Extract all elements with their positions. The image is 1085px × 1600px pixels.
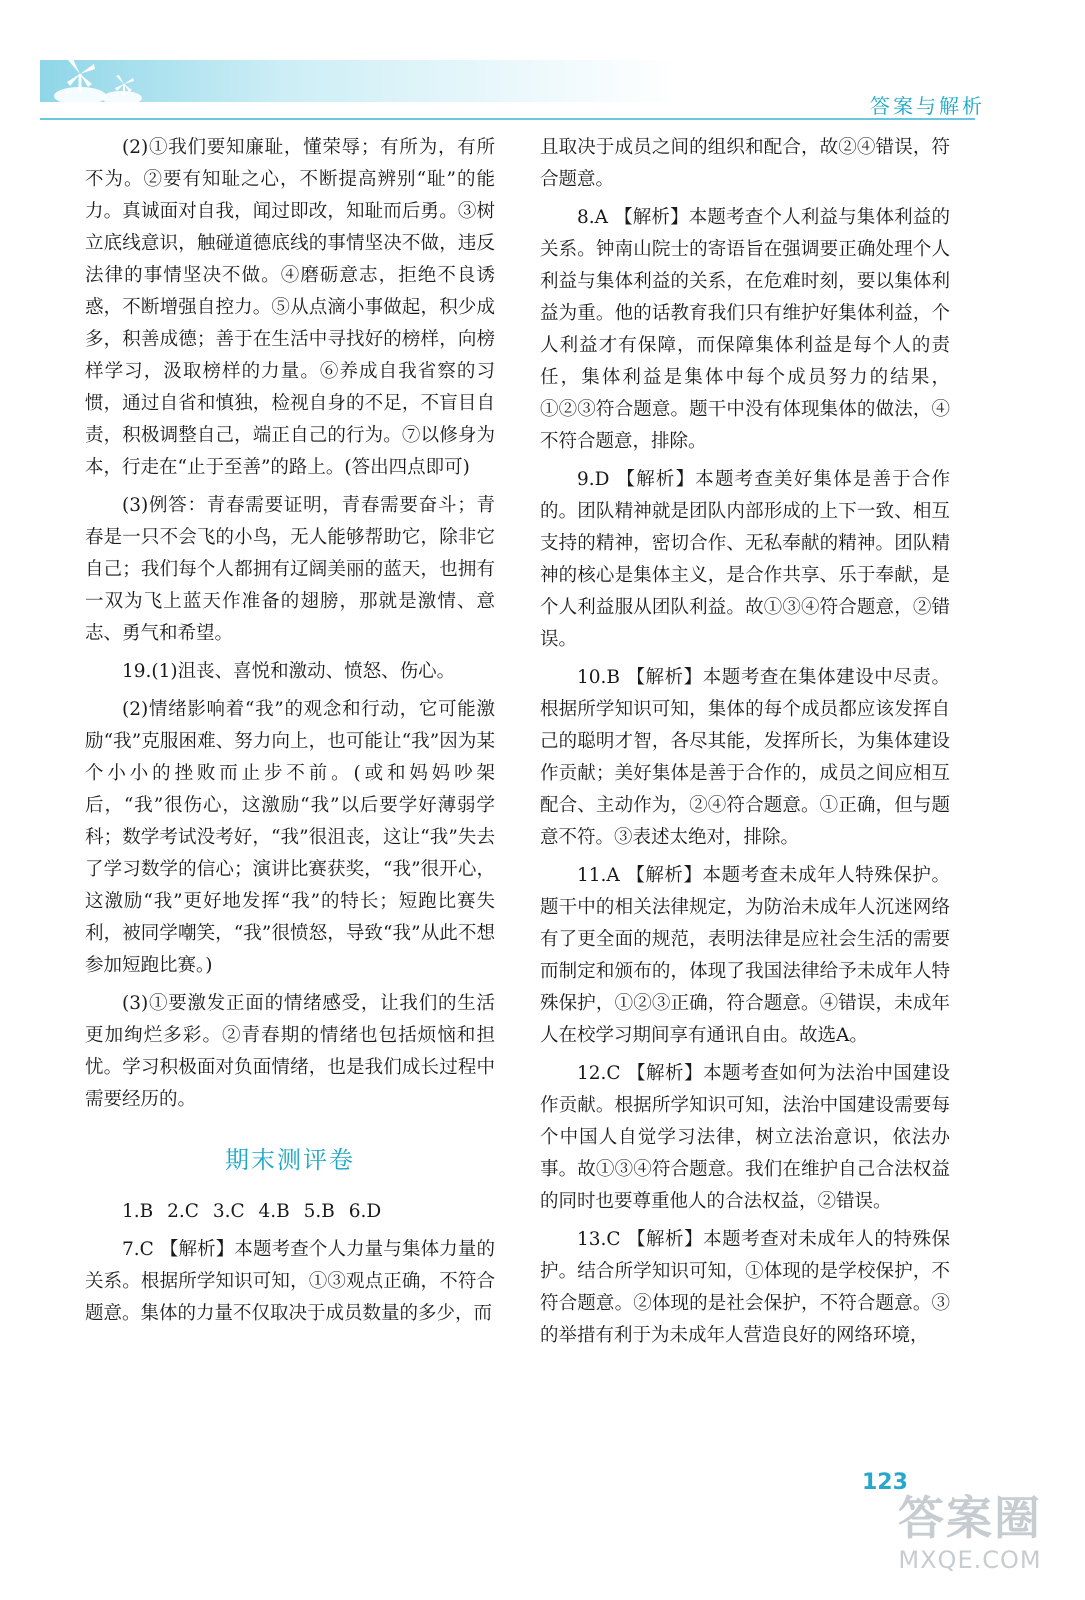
answer-paragraph: 12.C 【解析】本题考查如何为法治中国建设作贡献。根据所学知识可知，法治中国建设需要每个中国人自觉学习法律，树立法治意识，依法办事。故①③④符合题意。我们在维护自己合法权益的同时也要尊重他人的合法权益，②错误。 bbox=[540, 1063, 950, 1212]
header-title: 答案与解析 bbox=[870, 94, 985, 118]
answer-paragraph: (2)情绪影响着“我”的观念和行动，它可能激励“我”克服困难、努力向上，也可能让“我”因为某个小小的挫败而止步不前。(或和妈妈吵架后，“我”很伤心，这激励“我”以后要学好薄弱学科；数学考试没考好，“我”很沮丧，这让“我”失去了学习数学的信心；演讲比赛获奖，“我”很开心，这激励“我”更好地发挥“我”的特长；短跑比赛失利，被同学嘲笑，“我”很愤怒，导致“我”从此不想参加短跑比赛。) bbox=[85, 699, 495, 976]
answer-paragraph: 8.A 【解析】本题考查个人利益与集体利益的关系。钟南山院士的寄语旨在强调要正确处理个人利益与集体利益的关系，在危难时刻，要以集体利益为重。他的话教育我们只有维护好集体利益，个人利益才有保障，而保障集体利益是每个人的责任，集体利益是集体中每个成员努力的结果，①②③符合题意。题干中没有体现集体的做法，④不符合题意，排除。 bbox=[540, 207, 950, 452]
left-column bbox=[85, 132, 495, 1336]
answer-paragraph: 13.C 【解析】本题考查对未成年人的特殊保护。结合所学知识可知，①体现的是学校保护，不符合题意。②体现的是社会保护，不符合题意。③的举措有利于为未成年人营造良好的网络环境， bbox=[540, 1229, 950, 1346]
answer-paragraph: (2)①我们要知廉耻，懂荣辱；有所为，有所不为。②要有知耻之心，不断提高辨别“耻”的能力。真诚面对自我，闻过即改，知耻而后勇。③树立底线意识，触碰道德底线的事情坚决不做，违反法律的事情坚决不做。④磨砺意志，拒绝不良诱惑，不断增强自控力。⑤从点滴小事做起，积少成多，积善成德；善于在生活中寻找好的榜样，向榜样学习，汲取榜样的力量。⑥养成自我省察的习惯，通过自省和慎独，检视自身的不足，不盲目自责，积极调整自己，端正自己的行为。⑦以修身为本，行走在“止于至善”的路上。(答出四点即可) bbox=[85, 137, 495, 478]
section-title: 期末测评卷 bbox=[225, 1146, 355, 1174]
watermark-url: MXQE.COM bbox=[898, 1546, 1042, 1574]
right-column bbox=[540, 132, 950, 1358]
answer-paragraph: 11.A 【解析】本题考查未成年人特殊保护。题干中的相关法律规定，为防治未成年人沉迷网络有了更全面的规范，表明法律是应社会生活的需要而制定和颁布的，体现了我国法律给予未成年人特殊保护，①②③正确，符合题意。④错误，未成年人在校学习期间享有通讯自由。故选A。 bbox=[540, 865, 950, 1046]
watermark-logo: 答案圈 bbox=[898, 1491, 1042, 1545]
answer-paragraph: 19.(1)沮丧、喜悦和激动、愤怒、伤心。 bbox=[122, 661, 456, 682]
multiple-choice-answers: 1.B 2.C 3.C 4.B 5.B 6.D bbox=[122, 1201, 382, 1222]
header-divider bbox=[40, 118, 975, 120]
answer-paragraph: 7.C 【解析】本题考查个人力量与集体力量的关系。根据所学知识可知，①③观点正确，不符合题意。集体的力量不仅取决于成员数量的多少，而 bbox=[85, 1239, 495, 1324]
answer-paragraph: 9.D 【解析】本题考查美好集体是善于合作的。团队精神就是团队内部形成的上下一致、相互支持的精神，密切合作、无私奉献的精神。团队精神的核心是集体主义，是合作共享、乐于奉献，是个人利益服从团队利益。故①③④符合题意，②错误。 bbox=[540, 469, 950, 650]
answer-paragraph: 且取决于成员之间的组织和配合，故②④错误，符合题意。 bbox=[540, 137, 950, 190]
answer-paragraph: 10.B 【解析】本题考查在集体建设中尽责。根据所学知识可知，集体的每个成员都应该发挥自己的聪明才智，各尽其能，发挥所长，为集体建设作贡献；美好集体是善于合作的，成员之间应相互配合、主动作为，②④符合题意。①正确，但与题意不符。③表述太绝对，排除。 bbox=[540, 667, 950, 848]
windmill-icon bbox=[40, 56, 160, 108]
page-number: 123 bbox=[862, 1470, 908, 1495]
answer-paragraph: (3)①要激发正面的情绪感受，让我们的生活更加绚烂多彩。②青春期的情绪也包括烦恼和担忧。学习积极面对负面情绪，也是我们成长过程中需要经历的。 bbox=[85, 993, 495, 1110]
watermark bbox=[870, 1490, 1070, 1590]
answer-paragraph: (3)例答：青春需要证明，青春需要奋斗；青春是一只不会飞的小鸟，无人能够帮助它，除非它自己；我们每个人都拥有辽阔美丽的蓝天，也拥有一双为飞上蓝天作准备的翅膀，那就是激情、意志、勇气和希望。 bbox=[85, 495, 495, 644]
